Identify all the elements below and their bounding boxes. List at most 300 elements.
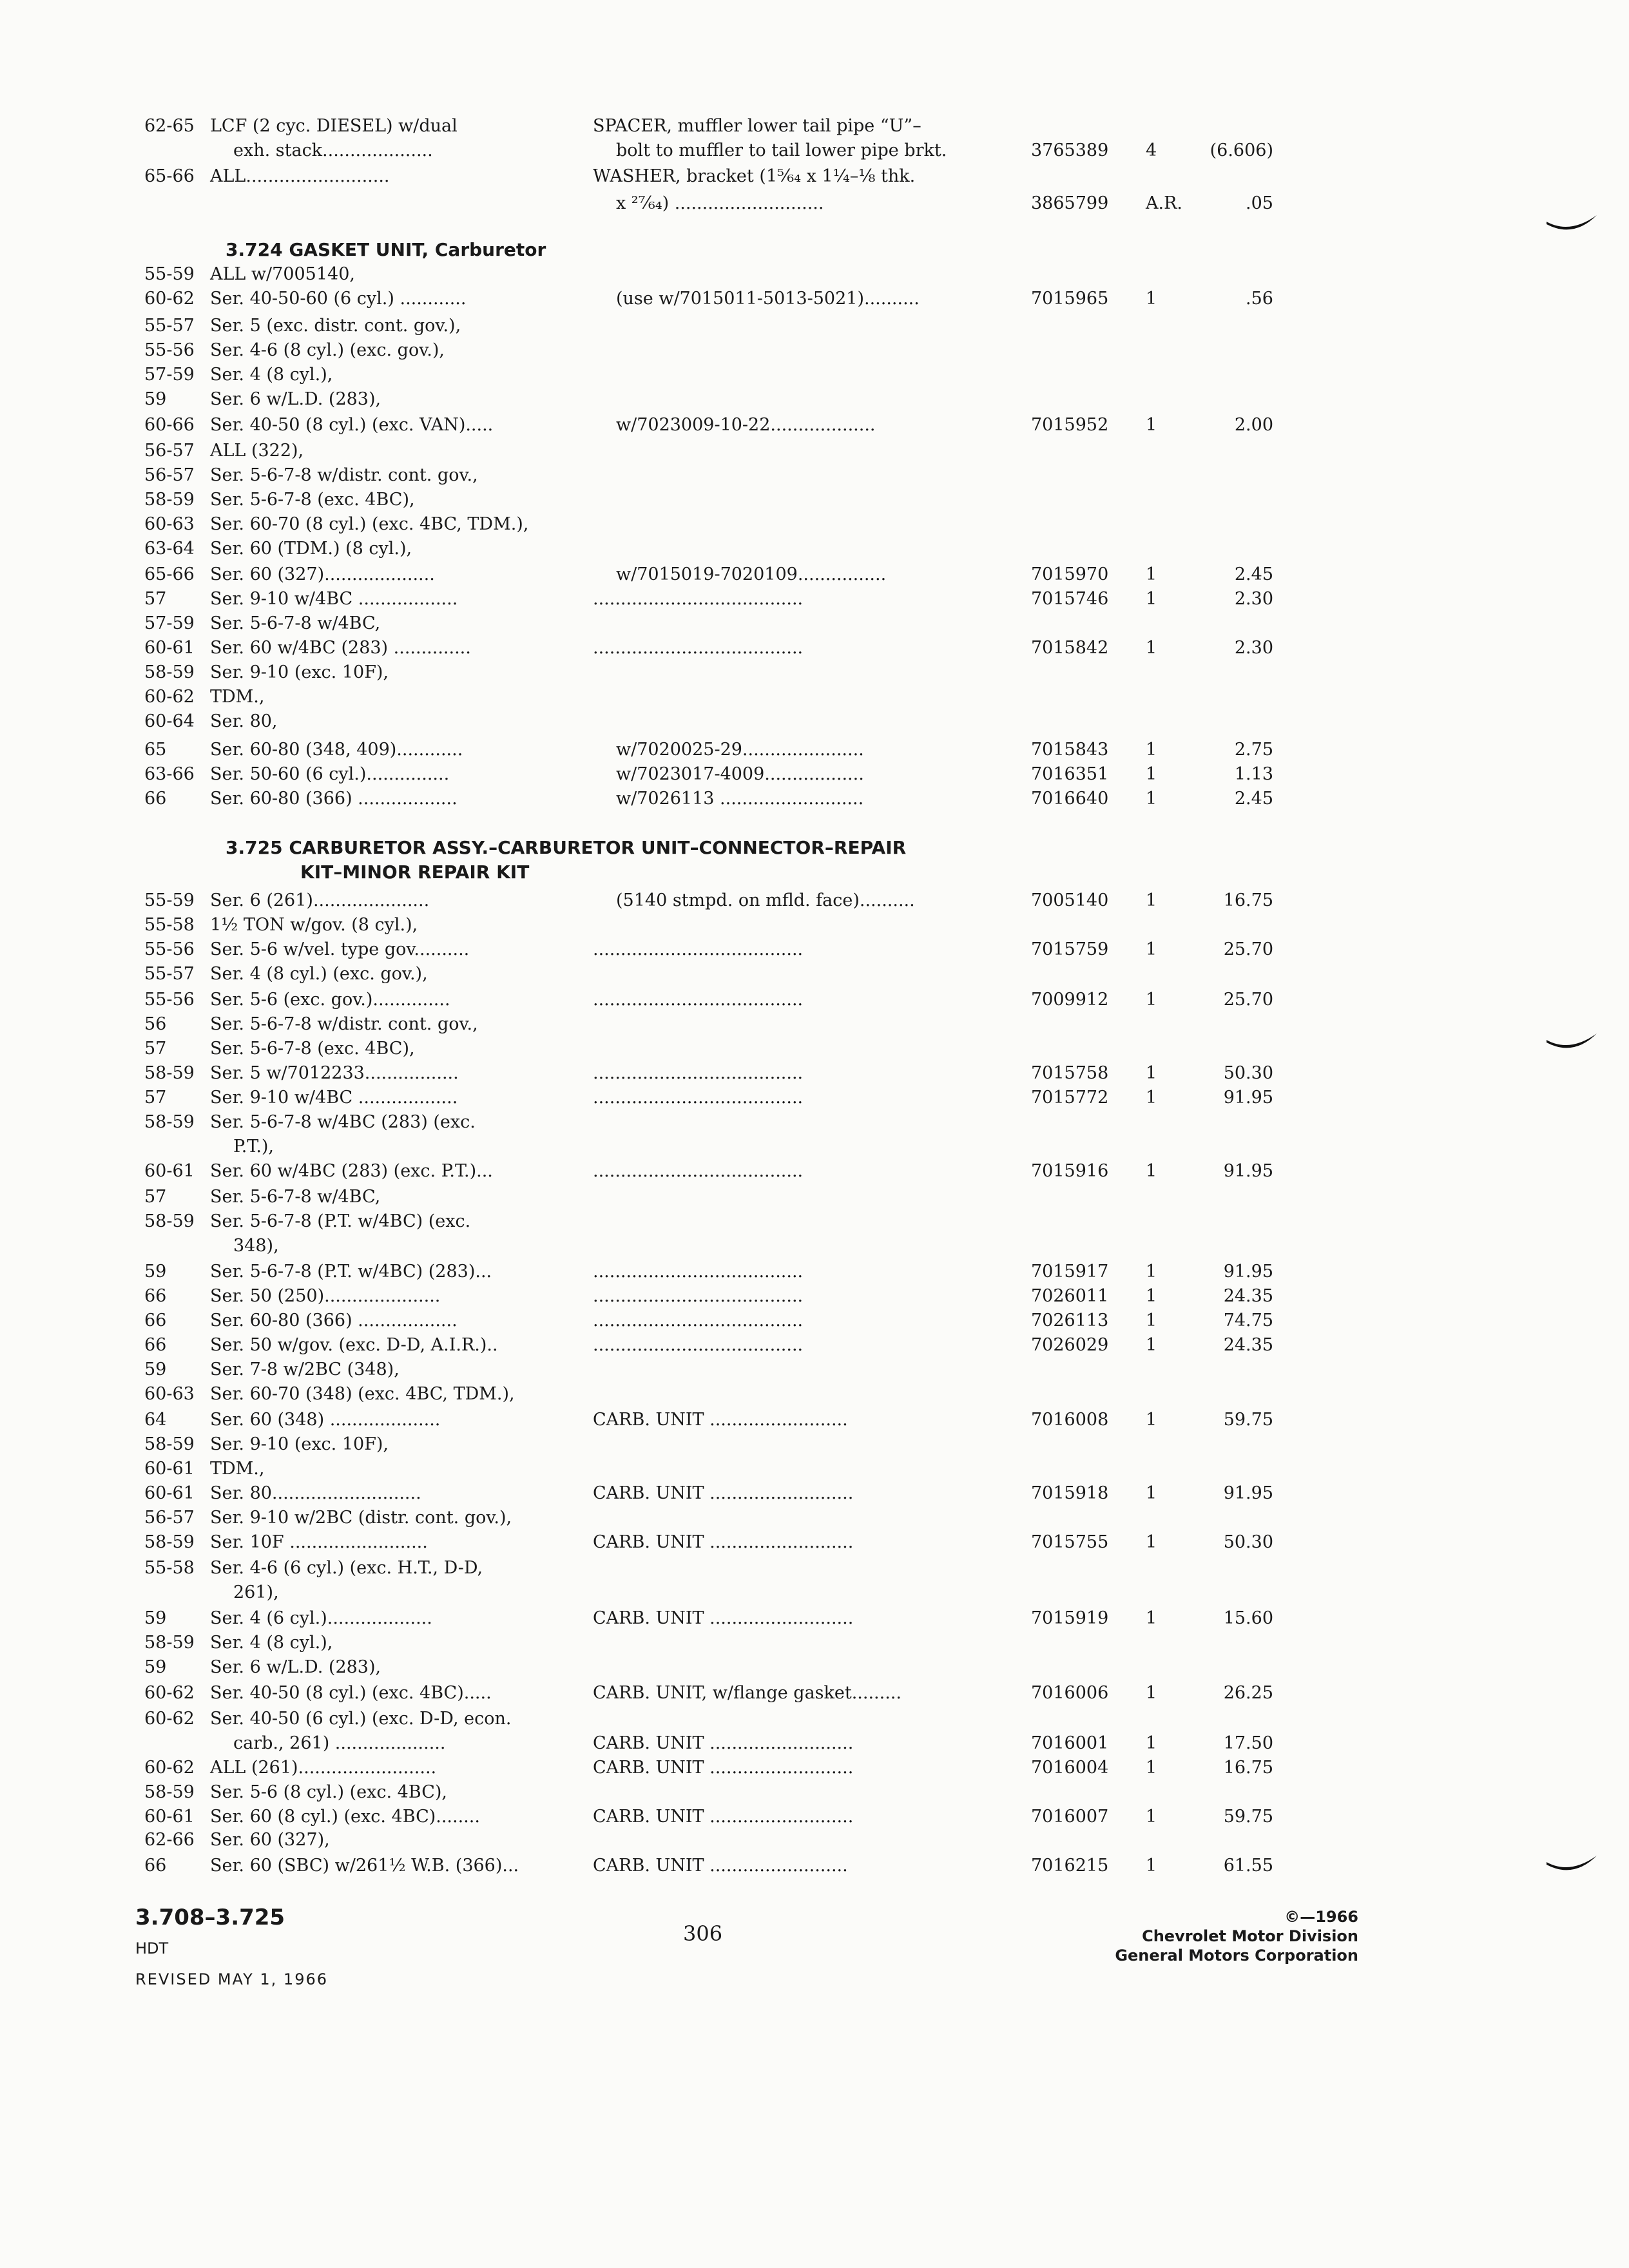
parts-row xyxy=(0,1260,1629,1286)
quantity: 1 xyxy=(1146,1532,1157,1552)
application: 1½ TON w/gov. (8 cyl.), xyxy=(210,915,418,935)
part-number: 7009912 xyxy=(1031,990,1109,1010)
price: 26.25 xyxy=(1223,1683,1273,1703)
application: Ser. 60 (8 cyl.) (exc. 4BC)........ xyxy=(210,1807,480,1827)
part-description: w/7023017-4009.................. xyxy=(616,764,864,784)
part-number: 7026029 xyxy=(1031,1335,1109,1355)
model-years: 64 xyxy=(144,1410,167,1430)
catalog-code: HDT xyxy=(135,1939,169,1957)
model-years: 56-57 xyxy=(144,465,195,485)
part-description: ...................................... xyxy=(593,638,804,658)
part-number: 7015772 xyxy=(1031,1088,1109,1108)
part-number: 7005140 xyxy=(1031,890,1109,910)
application: Ser. 4-6 (8 cyl.) (exc. gov.), xyxy=(210,340,445,360)
part-description: (5140 stmpd. on mfld. face).......... xyxy=(616,890,915,910)
quantity: 1 xyxy=(1146,564,1157,584)
parts-row xyxy=(0,1854,1629,1880)
model-years: 66 xyxy=(144,1335,167,1355)
parts-row xyxy=(0,1013,1629,1039)
application: Ser. 6 w/L.D. (283), xyxy=(210,389,381,409)
application: Ser. 9-10 (exc. 10F), xyxy=(210,1434,389,1454)
parts-row xyxy=(0,537,1629,563)
part-number: 7016008 xyxy=(1031,1410,1109,1430)
group-heading: 3.725 CARBURETOR ASSY.–CARBURETOR UNIT–CONNECTOR–REPAIR xyxy=(226,837,907,858)
parts-row xyxy=(0,1186,1629,1211)
price: 2.00 xyxy=(1234,415,1273,435)
model-years: 60-66 xyxy=(144,415,195,435)
parts-row xyxy=(0,414,1629,439)
model-years: 55-56 xyxy=(144,340,195,360)
model-years: 63-64 xyxy=(144,539,195,559)
part-description: CARB. UNIT .......................... xyxy=(593,1608,854,1628)
model-years: 58-59 xyxy=(144,490,195,510)
price: 17.50 xyxy=(1223,1733,1273,1753)
application: Ser. 5-6-7-8 (exc. 4BC), xyxy=(210,490,415,510)
application: Ser. 5-6-7-8 w/4BC (283) (exc. xyxy=(210,1112,476,1132)
part-number: 7016215 xyxy=(1031,1856,1109,1876)
application: TDM., xyxy=(210,687,265,707)
parts-row xyxy=(0,363,1629,389)
parts-row xyxy=(0,710,1629,736)
parts-row xyxy=(0,1732,1629,1758)
parts-row xyxy=(0,1682,1629,1707)
application: Ser. 6 (261)..................... xyxy=(210,890,430,910)
model-years: 57 xyxy=(144,1088,167,1108)
part-number: 7015746 xyxy=(1031,589,1109,609)
parts-row xyxy=(0,1781,1629,1807)
application: Ser. 40-50 (8 cyl.) (exc. 4BC)..... xyxy=(210,1683,492,1703)
model-years: 66 xyxy=(144,1286,167,1306)
model-years: 63-66 xyxy=(144,764,195,784)
parts-row xyxy=(0,513,1629,539)
parts-row xyxy=(0,1506,1629,1532)
application: Ser. 9-10 w/4BC .................. xyxy=(210,1088,458,1108)
application: Ser. 9-10 w/2BC (distr. cont. gov.), xyxy=(210,1508,512,1528)
application: Ser. 5-6-7-8 w/4BC, xyxy=(210,613,381,633)
application: ALL (261)......................... xyxy=(210,1758,437,1778)
parts-row xyxy=(0,1607,1629,1633)
parts-row xyxy=(0,1383,1629,1408)
application: Ser. 4 (8 cyl.), xyxy=(210,365,333,385)
part-description: SPACER, muffler lower tail pipe “U”– xyxy=(593,116,921,136)
parts-row xyxy=(0,1756,1629,1782)
part-number: 7026113 xyxy=(1031,1311,1109,1331)
price: .05 xyxy=(1246,193,1273,213)
parts-row xyxy=(0,914,1629,939)
quantity: 1 xyxy=(1146,638,1157,658)
parts-row xyxy=(0,1111,1629,1137)
parts-row xyxy=(0,1531,1629,1557)
quantity: 1 xyxy=(1146,939,1157,959)
model-years: 56-57 xyxy=(144,1508,195,1528)
price: .56 xyxy=(1246,289,1273,309)
section-reference: 3.708–3.725 xyxy=(135,1905,285,1930)
model-years: 59 xyxy=(144,389,167,409)
quantity: 1 xyxy=(1146,415,1157,435)
price: 2.75 xyxy=(1234,740,1273,760)
model-years: 60-62 xyxy=(144,687,195,707)
price: 91.95 xyxy=(1223,1161,1273,1181)
model-years: 55-56 xyxy=(144,939,195,959)
application: Ser. 5 (exc. distr. cont. gov.), xyxy=(210,316,461,336)
part-description: ...................................... xyxy=(593,1088,804,1108)
part-description: CARB. UNIT ......................... xyxy=(593,1856,848,1876)
parts-row xyxy=(0,1358,1629,1384)
model-years: 60-61 xyxy=(144,1807,195,1827)
parts-row xyxy=(0,1160,1629,1186)
parts-row xyxy=(0,938,1629,964)
parts-row xyxy=(0,115,1629,140)
price: 2.45 xyxy=(1234,564,1273,584)
quantity: 1 xyxy=(1146,1063,1157,1083)
quantity: 1 xyxy=(1146,890,1157,910)
model-years: 62-65 xyxy=(144,116,195,136)
part-number: 3865799 xyxy=(1031,193,1109,213)
model-years: 59 xyxy=(144,1608,167,1628)
part-description: ...................................... xyxy=(593,939,804,959)
parts-row xyxy=(0,388,1629,414)
part-number: 7026011 xyxy=(1031,1286,1109,1306)
part-description: CARB. UNIT ......................... xyxy=(593,1410,848,1430)
parts-row xyxy=(0,637,1629,662)
copyright: ©—1966 xyxy=(1284,1908,1358,1926)
part-description: ...................................... xyxy=(593,1286,804,1306)
application: Ser. 60 (327).................... xyxy=(210,564,435,584)
price: 59.75 xyxy=(1223,1807,1273,1827)
parts-row xyxy=(0,612,1629,638)
parts-row xyxy=(0,165,1629,191)
model-years: 58-59 xyxy=(144,662,195,682)
price: 2.30 xyxy=(1234,638,1273,658)
quantity: 1 xyxy=(1146,1733,1157,1753)
parts-row xyxy=(0,1457,1629,1483)
price: 91.95 xyxy=(1223,1262,1273,1282)
model-years: 66 xyxy=(144,1856,167,1876)
model-years: 57 xyxy=(144,1187,167,1207)
parts-row xyxy=(0,1334,1629,1360)
part-description: w/7015019-7020109................ xyxy=(616,564,887,584)
parts-row xyxy=(0,464,1629,490)
application: Ser. 60 (348) .................... xyxy=(210,1410,441,1430)
part-description: x ²⁷⁄₆₄) ........................... xyxy=(616,193,824,213)
part-number: 7015919 xyxy=(1031,1608,1109,1628)
quantity: A.R. xyxy=(1146,193,1182,213)
parts-row xyxy=(0,686,1629,711)
part-description: CARB. UNIT .......................... xyxy=(593,1758,854,1778)
quantity: 1 xyxy=(1146,1758,1157,1778)
parts-row xyxy=(0,1235,1629,1260)
application: Ser. 60 w/4BC (283) (exc. P.T.)... xyxy=(210,1161,493,1181)
quantity: 1 xyxy=(1146,789,1157,809)
part-number: 3765389 xyxy=(1031,140,1109,160)
parts-row xyxy=(0,339,1629,365)
part-number: 7015842 xyxy=(1031,638,1109,658)
application: Ser. 5 w/7012233................. xyxy=(210,1063,459,1083)
part-description: CARB. UNIT .......................... xyxy=(593,1483,854,1503)
part-number: 7016007 xyxy=(1031,1807,1109,1827)
parts-row xyxy=(0,1135,1629,1161)
parts-row xyxy=(0,963,1629,988)
quantity: 1 xyxy=(1146,1608,1157,1628)
quantity: 1 xyxy=(1146,1856,1157,1876)
part-description: w/7023009-10-22................... xyxy=(616,415,876,435)
model-years: 56-57 xyxy=(144,441,195,461)
parts-row xyxy=(0,287,1629,313)
parts-row xyxy=(0,263,1629,289)
model-years: 55-57 xyxy=(144,964,195,984)
quantity: 1 xyxy=(1146,1807,1157,1827)
application: Ser. 5-6 (8 cyl.) (exc. 4BC), xyxy=(210,1782,447,1802)
parts-row xyxy=(0,1631,1629,1657)
quantity: 1 xyxy=(1146,990,1157,1010)
price: 59.75 xyxy=(1223,1410,1273,1430)
application: Ser. 10F ......................... xyxy=(210,1532,428,1552)
application: Ser. 4 (8 cyl.) (exc. gov.), xyxy=(210,964,428,984)
price: 74.75 xyxy=(1223,1311,1273,1331)
price: 50.30 xyxy=(1223,1063,1273,1083)
part-description: CARB. UNIT .......................... xyxy=(593,1733,854,1753)
division-name: Chevrolet Motor Division xyxy=(1142,1927,1358,1945)
application: ALL (322), xyxy=(210,441,304,461)
price: 16.75 xyxy=(1223,1758,1273,1778)
copyright-block xyxy=(1115,1907,1358,1965)
quantity: 1 xyxy=(1146,289,1157,309)
corporation-name: General Motors Corporation xyxy=(1115,1946,1358,1965)
parts-row xyxy=(0,1656,1629,1682)
application: Ser. 6 w/L.D. (283), xyxy=(210,1657,381,1677)
part-description: w/7020025-29...................... xyxy=(616,740,864,760)
parts-row xyxy=(0,588,1629,613)
quantity: 4 xyxy=(1146,140,1157,160)
part-description: ...................................... xyxy=(593,990,804,1010)
model-years: 60-62 xyxy=(144,1709,195,1729)
model-years: 59 xyxy=(144,1262,167,1282)
model-years: 60-61 xyxy=(144,638,195,658)
price: 50.30 xyxy=(1223,1532,1273,1552)
binder-mark xyxy=(1544,213,1602,238)
parts-row xyxy=(0,1581,1629,1607)
model-years: 57-59 xyxy=(144,365,195,385)
parts-row xyxy=(0,488,1629,514)
application: Ser. 5-6-7-8 (P.T. w/4BC) (exc. xyxy=(210,1211,471,1231)
application: ALL.......................... xyxy=(210,166,390,186)
application: Ser. 80, xyxy=(210,711,278,731)
part-number: 7015755 xyxy=(1031,1532,1109,1552)
application: Ser. 50 w/gov. (exc. D-D, A.I.R.).. xyxy=(210,1335,498,1355)
model-years: 55-57 xyxy=(144,316,195,336)
quantity: 1 xyxy=(1146,1262,1157,1282)
revision-date: REVISED MAY 1, 1966 xyxy=(135,1970,328,1988)
model-years: 55-59 xyxy=(144,890,195,910)
part-number: 7015970 xyxy=(1031,564,1109,584)
parts-row xyxy=(0,787,1629,813)
quantity: 1 xyxy=(1146,764,1157,784)
quantity: 1 xyxy=(1146,1335,1157,1355)
application: Ser. 60 (TDM.) (8 cyl.), xyxy=(210,539,412,559)
part-number: 7015952 xyxy=(1031,415,1109,435)
parts-row xyxy=(0,314,1629,340)
price: 2.45 xyxy=(1234,789,1273,809)
parts-row xyxy=(0,192,1629,218)
application: Ser. 40-50-60 (6 cyl.) ............ xyxy=(210,289,467,309)
page-number: 306 xyxy=(683,1921,723,1946)
model-years: 60-62 xyxy=(144,1683,195,1703)
quantity: 1 xyxy=(1146,1286,1157,1306)
parts-row xyxy=(0,1210,1629,1236)
price: 16.75 xyxy=(1223,890,1273,910)
application: Ser. 60-80 (348, 409)............ xyxy=(210,740,463,760)
quantity: 1 xyxy=(1146,740,1157,760)
model-years: 58-59 xyxy=(144,1434,195,1454)
application: Ser. 5-6-7-8 w/4BC, xyxy=(210,1187,381,1207)
model-years: 60-63 xyxy=(144,1384,195,1404)
parts-row xyxy=(0,1707,1629,1733)
model-years: 62-66 xyxy=(144,1830,195,1850)
model-years: 65-66 xyxy=(144,564,195,584)
quantity: 1 xyxy=(1146,1161,1157,1181)
application: Ser. 50-60 (6 cyl.)............... xyxy=(210,764,450,784)
application: 348), xyxy=(233,1236,279,1256)
application: Ser. 5-6-7-8 w/distr. cont. gov., xyxy=(210,1014,478,1034)
part-description: CARB. UNIT, w/flange gasket......... xyxy=(593,1683,901,1703)
parts-row xyxy=(0,988,1629,1014)
application: Ser. 9-10 w/4BC .................. xyxy=(210,589,458,609)
model-years: 55-59 xyxy=(144,264,195,284)
parts-row xyxy=(0,1309,1629,1335)
quantity: 1 xyxy=(1146,1311,1157,1331)
application: Ser. 60-80 (366) .................. xyxy=(210,1311,458,1331)
model-years: 60-62 xyxy=(144,289,195,309)
model-years: 60-64 xyxy=(144,711,195,731)
price: 2.30 xyxy=(1234,589,1273,609)
model-years: 60-61 xyxy=(144,1483,195,1503)
application: Ser. 40-50 (8 cyl.) (exc. VAN)..... xyxy=(210,415,494,435)
price: 91.95 xyxy=(1223,1483,1273,1503)
price: 24.35 xyxy=(1223,1335,1273,1355)
parts-row xyxy=(0,563,1629,589)
group-heading: KIT–MINOR REPAIR KIT xyxy=(300,861,530,883)
quantity: 1 xyxy=(1146,1683,1157,1703)
price: 61.55 xyxy=(1223,1856,1273,1876)
parts-row xyxy=(0,439,1629,465)
model-years: 60-63 xyxy=(144,514,195,534)
group-heading: 3.724 GASKET UNIT, Carburetor xyxy=(226,239,546,260)
parts-row xyxy=(0,1482,1629,1508)
model-years: 56 xyxy=(144,1014,167,1034)
model-years: 65-66 xyxy=(144,166,195,186)
model-years: 59 xyxy=(144,1657,167,1677)
price: 1.13 xyxy=(1234,764,1273,784)
quantity: 1 xyxy=(1146,1088,1157,1108)
quantity: 1 xyxy=(1146,1410,1157,1430)
part-description: ...................................... xyxy=(593,1063,804,1083)
application: Ser. 5-6-7-8 (exc. 4BC), xyxy=(210,1039,415,1059)
application: Ser. 4 (6 cyl.)................... xyxy=(210,1608,432,1628)
part-number: 7015843 xyxy=(1031,740,1109,760)
price: 15.60 xyxy=(1223,1608,1273,1628)
price: 91.95 xyxy=(1223,1088,1273,1108)
model-years: 60-61 xyxy=(144,1459,195,1479)
application: 261), xyxy=(233,1582,279,1602)
part-description: WASHER, bracket (1⁵⁄₆₄ x 1¼–⅛ thk. xyxy=(593,166,916,186)
part-description: ...................................... xyxy=(593,1262,804,1282)
application: carb., 261) .................... xyxy=(233,1733,446,1753)
part-description: ...................................... xyxy=(593,1161,804,1181)
application: Ser. 60 (327), xyxy=(210,1830,330,1850)
application: Ser. 50 (250)..................... xyxy=(210,1286,441,1306)
application: Ser. 5-6-7-8 (P.T. w/4BC) (283)... xyxy=(210,1262,492,1282)
part-description: CARB. UNIT .......................... xyxy=(593,1532,854,1552)
model-years: 58-59 xyxy=(144,1063,195,1083)
application: Ser. 60-70 (348) (exc. 4BC, TDM.), xyxy=(210,1384,515,1404)
application: Ser. 60-70 (8 cyl.) (exc. 4BC, TDM.), xyxy=(210,514,529,534)
model-years: 60-61 xyxy=(144,1161,195,1181)
application: Ser. 7-8 w/2BC (348), xyxy=(210,1360,400,1379)
part-number: 7016640 xyxy=(1031,789,1109,809)
parts-row xyxy=(0,139,1629,165)
parts-row xyxy=(0,1086,1629,1112)
application: Ser. 5-6-7-8 w/distr. cont. gov., xyxy=(210,465,478,485)
model-years: 65 xyxy=(144,740,167,760)
parts-row xyxy=(0,1557,1629,1582)
part-description: CARB. UNIT .......................... xyxy=(593,1807,854,1827)
binder-mark xyxy=(1544,1853,1602,1879)
application: exh. stack.................... xyxy=(233,140,433,160)
parts-row xyxy=(0,1805,1629,1831)
model-years: 58-59 xyxy=(144,1782,195,1802)
part-number: 7016351 xyxy=(1031,764,1109,784)
model-years: 57 xyxy=(144,1039,167,1059)
parts-row xyxy=(0,889,1629,915)
application: Ser. 4-6 (6 cyl.) (exc. H.T., D-D, xyxy=(210,1558,483,1578)
parts-row xyxy=(0,1037,1629,1063)
part-number: 7016006 xyxy=(1031,1683,1109,1703)
application: LCF (2 cyc. DIESEL) w/dual xyxy=(210,116,458,136)
model-years: 58-59 xyxy=(144,1532,195,1552)
model-years: 57-59 xyxy=(144,613,195,633)
application: Ser. 5-6 w/vel. type gov.......... xyxy=(210,939,470,959)
part-description: w/7026113 .......................... xyxy=(616,789,864,809)
model-years: 57 xyxy=(144,589,167,609)
quantity: 1 xyxy=(1146,1483,1157,1503)
parts-row xyxy=(0,1062,1629,1088)
parts-row xyxy=(0,1408,1629,1434)
parts-row xyxy=(0,1433,1629,1459)
application: Ser. 40-50 (6 cyl.) (exc. D-D, econ. xyxy=(210,1709,512,1729)
parts-row xyxy=(0,661,1629,687)
binder-mark xyxy=(1544,1031,1602,1057)
quantity: 1 xyxy=(1146,589,1157,609)
part-description: ...................................... xyxy=(593,1311,804,1331)
part-description: ...................................... xyxy=(593,1335,804,1355)
parts-row xyxy=(0,763,1629,789)
part-number: 7015916 xyxy=(1031,1161,1109,1181)
price: (6.606) xyxy=(1210,140,1273,160)
model-years: 58-59 xyxy=(144,1112,195,1132)
price: 24.35 xyxy=(1223,1286,1273,1306)
application: Ser. 5-6 (exc. gov.).............. xyxy=(210,990,450,1010)
parts-row xyxy=(0,1285,1629,1311)
model-years: 66 xyxy=(144,1311,167,1331)
model-years: 60-62 xyxy=(144,1758,195,1778)
application: Ser. 4 (8 cyl.), xyxy=(210,1633,333,1653)
part-description: (use w/7015011-5013-5021).......... xyxy=(616,289,920,309)
part-number: 7015759 xyxy=(1031,939,1109,959)
model-years: 66 xyxy=(144,789,167,809)
price: 25.70 xyxy=(1223,990,1273,1010)
part-number: 7015758 xyxy=(1031,1063,1109,1083)
application: Ser. 60-80 (366) .................. xyxy=(210,789,458,809)
